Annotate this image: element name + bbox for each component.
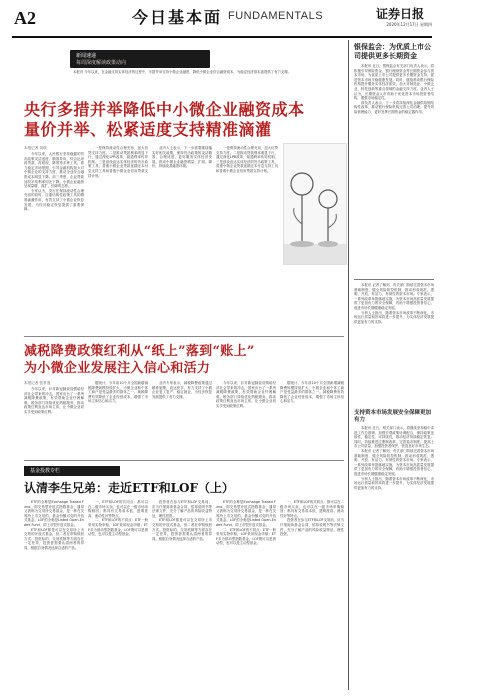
- third-para-4: 二、ETF和LOF的不同点：ETF一般采用实物申赎，LOF采用现金申赎；ETF多为被动型指数基金，LOF既可以是被动型，也可以是主动型基金。: [88, 518, 148, 537]
- header-rule: [12, 36, 432, 38]
- second-para-1b: 今年以来，针对新冠肺炎疫情给经济社会带来的冲击，国家出台了一系列减税降费政策，有效帮助企业纾困解难。税务部门持续优化纳税服务，推动政策红利直达市场主体，让小微企业切实享受到政策红利。: [216, 381, 276, 408]
- lead-column-2: [88, 146, 148, 332]
- second-byline: 本报记者 张芗逸: [24, 381, 51, 385]
- third-para-4c: 二、ETF和LOF的不同点：ETF一般采用实物申赎，LOF采用现金申赎；ETF多为被动型指数基金，LOF既可以是被动型，也可以是主动型基金。: [216, 527, 276, 546]
- third-para-3: 一、ETF和LOF的共同点：都可以在二级市场买卖，也可以在一级市场申购赎回；都具有交易成本低、透明度高、流动性好等特点。: [88, 500, 148, 518]
- second-para-3: 业内专家表示，减税降费政策通过精准施策、直达快享，有力支持了小微企业复工复产、稳定就业，为经济恢复发展提供了有力支撑。: [152, 381, 212, 399]
- third-para-3c: 一、ETF和LOF的共同点：都可以在二级市场买卖，也可以在一级市场申购赎回；都具有交易成本低、透明度高、流动性好等特点。: [280, 500, 344, 518]
- second-headline: [24, 343, 344, 377]
- right-para-2: 该负责人表示，下一步将持续深化金融供给侧结构性改革，推动银行保险机构完善公司治理，提升风险管理能力，更好发挥长期资金的稳定器作用。: [354, 100, 434, 114]
- second-column-3: [152, 381, 212, 455]
- second-para-2: 据统计，今年前10个月全国新增减税降费规模持续扩大，小微企业和个体工商户是受益最多的群体之一。减税降费有效降低了企业经营成本，增强了市场主体信心和活力。: [88, 381, 148, 404]
- right-body-3: [354, 426, 434, 692]
- second-column-4: [216, 381, 276, 455]
- third-headline: 认清李生兄弟：走近ETF和LOF（上）: [24, 481, 235, 495]
- third-column-1: [24, 500, 84, 692]
- right-headline-2: 支持资本市场发展安全保障更加有力: [354, 410, 432, 423]
- right-headline-1: 银保监会：为优质上市公司提供更多长期资金: [354, 42, 431, 60]
- news-banner: [70, 50, 210, 68]
- third-para-1c: ETF的全称是Exchange Traded Fund，即交易型开放式指数基金，通常又被称为交易所交易基金，是一种在交易所上市交易的、基金份额可变的开放式基金。LOF的全称是Listed Open-Ended Fund，即上市型开放式基金。: [216, 500, 276, 527]
- right-para-5b: 分析人士指出，随着资本市场改革不断深化，市场运行质量和效率将进一步提升，为实体经济发展提供更加有力的支持。: [354, 476, 434, 490]
- masthead: [0, 0, 484, 38]
- lead-para-2b: 一是保持流动性合理充裕，加大信贷支持力度。二是推动贷款利率明显下行，通过深化LPR改革，疏通利率传导机制。三是创设直达实体经济的货币政策工具，普惠小微企业贷款延期还本付息支持工具和普惠小微企业信用贷款支持计划。: [216, 146, 278, 173]
- third-para-5c: 投资者在参与ETF和LOF交易前，应当仔细阅读基金合同、招募说明书等法律文件，充分了解产品的风险收益特征，理性投资。: [280, 518, 344, 537]
- third-para-1: ETF的全称是Exchange Traded Fund，即交易型开放式指数基金，通常又被称为交易所交易基金，是一种在交易所上市交易的、基金份额可变的开放式基金。LOF的全称是Listed Open-Ended Fund，即上市型开放式基金。: [24, 500, 84, 527]
- lead-intro: [66, 70, 341, 88]
- lead-headline-line2: 量价并举、松紧适度支持精准滴灌: [24, 120, 272, 139]
- section-title: 今日基本面: [132, 8, 223, 27]
- second-headline-line2: 为小微企业发展注入信心和活力: [24, 361, 211, 376]
- lead-byline: 本报记者 刘琪: [24, 146, 47, 150]
- column-tag: 基金投教专栏: [24, 466, 120, 476]
- right-para-3: 本报讯 记者了解到，有关部门持续完善资本市场基础制度，健全风险防控机制，推动形成规范、透明、开放、有活力、有韧性的资本市场。专家表示，一系列改革举措落地实施，为资本市场高质量发展提供了更加有力的安全保障，有助于增强投资者信心，促进市场长期健康稳定发展。: [354, 283, 434, 310]
- second-column-1: [24, 387, 84, 455]
- lead-intro-text: 本报讯 今年以来，在金融支持实体经济的过程中，多措并举支持小微企业融资，降低小微企业综合融资成本，为稳定经济基本盘提供了有力支撑。: [73, 70, 292, 74]
- third-column-2: [88, 500, 148, 692]
- section-rule-2: [24, 460, 344, 461]
- column-divider: [348, 40, 349, 690]
- second-headline-line1: 减税降费政策红利从“纸上”落到“账上”: [24, 344, 255, 359]
- right-body-1: [354, 64, 434, 276]
- second-column-2: [88, 381, 148, 455]
- section-rule-1: [24, 336, 344, 337]
- second-para-1: 今年以来，针对新冠肺炎疫情给经济社会带来的冲击，国家出台了一系列减税降费政策，有效帮助企业纾困解难。税务部门持续优化纳税服务，推动政策红利直达市场主体，让小微企业切实享受到政策红利。: [24, 387, 84, 414]
- third-para-2: ETF和LOF都是可以在交易所上市交易的开放式基金，但二者在申购赎回方式、投资标的、交易机制等方面存在一定差异，投资者需要认清两者的异同，根据自身情况选择合适的产品。: [24, 527, 84, 550]
- lead-illustration: [283, 143, 347, 265]
- plant-coin-illustration-icon: [284, 144, 346, 264]
- right-para-3b: 本报讯 记者了解到，有关部门持续完善资本市场基础制度，健全风险防控机制，推动形成规范、透明、开放、有活力、有韧性的资本市场。专家表示，一系列改革举措落地实施，为资本市场高质量发展提供了更加有力的安全保障，有助于增强投资者信心，促进市场长期健康稳定发展。: [354, 448, 434, 476]
- second-para-2b: 据统计，今年前10个月全国新增减税降费规模持续扩大，小微企业和个体工商户是受益最多的群体之一。减税降费有效降低了企业经营成本，增强了市场主体信心和活力。: [280, 381, 344, 404]
- right-body-2: [354, 283, 434, 408]
- lead-headline-line1: 央行多措并举降低中小微企业融资成本: [24, 100, 305, 119]
- right-para-4: 本报讯 近日，相关部门表示，将继续坚持稳中求进工作总基调，加强宏观政策协调配合，保持政策连续性、稳定性、可持续性，推动经济持续稳定恢复。同时，持续推进注册制改革，完善退市制度，提高上市公司质量，加强投资者保护，营造良好市场生态。: [354, 426, 434, 449]
- lead-column-1: [24, 152, 84, 332]
- third-para-2c: ETF和LOF都是可以在交易所上市交易的开放式基金，但二者在申购赎回方式、投资标的、交易机制等方面存在一定差异，投资者需要认清两者的异同，根据自身情况选择合适的产品。: [152, 518, 212, 541]
- lead-headline: [24, 100, 344, 140]
- right-para-5: 分析人士指出，随着资本市场改革不断深化，市场运行质量和效率将进一步提升，为实体经济发展提供更加有力的支持。: [354, 310, 434, 324]
- issue-date: 2020年12月17日 星期四: [386, 22, 432, 27]
- third-column-5: [280, 500, 344, 692]
- lead-para-4: 专家认为，央行在保持流动性合理充裕的同时，注重结构性政策工具的精准滴灌作用，有效支持了小微企业恢复发展，为经济稳定恢复提供了重要保障。: [24, 188, 84, 212]
- third-column-3: [152, 500, 212, 692]
- banner-line1: 新闻速递: [76, 53, 97, 59]
- newspaper-logo: 证券日报: [375, 7, 424, 21]
- third-column-4: [216, 500, 276, 692]
- lead-para-1: 今年以来，人民银行坚持稳健的货币政策灵活适度、精准导向，综合运用再贷款、再贴现、降准等多种工具，着力稳定市场预期，引导金融机构加大对小微企业的支持力度，推动企业综合融资成本明显下降。前三季度，企业贷款加权平均利率同比下降，小微企业融资呈现量增、面扩、价降的态势。: [24, 152, 84, 189]
- right-rule-1: [354, 279, 434, 280]
- second-column-5: [280, 381, 344, 455]
- section-title-en: FUNDAMENTALS: [228, 10, 324, 22]
- third-para-5: 投资者在参与ETF和LOF交易前，应当仔细阅读基金合同、招募说明书等法律文件，充分了解产品的风险收益特征，理性投资。: [152, 500, 212, 518]
- page-code: A2: [14, 8, 36, 28]
- lead-para-3: 业内人士表示，下一步需要继续落实好相关政策，保持货币政策的灵活精准、合理适度，更好服务实体经济发展，推动小微企业融资增量、扩面、降价，持续改善融资环境。: [152, 146, 212, 169]
- lead-column-3: [152, 146, 212, 332]
- right-para-1: 本报讯 近日，银保监会有关部门负责人表示，将积极引导保险资金、银行理财资金等长期资金参与资本市场，为优质上市公司提供更多长期资金支持，促进资本市场平稳健康发展。同时，继续推动银行保险机构提升服务实体经济质效，加大对制造业、小微企业、科技创新等重点领域的金融支持力度。业内人士认为，长期资金入市有助于优化资本市场投资者结构，增强市场稳定性。: [354, 64, 434, 101]
- lead-para-2: 一是保持流动性合理充裕，加大信贷支持力度。二是推动贷款利率明显下行，通过深化LPR改革，疏通利率传导机制。三是创设直达实体经济的货币政策工具，普惠小微企业贷款延期还本付息支持工具和普惠小微企业信用贷款支持计划。: [88, 146, 148, 178]
- banner-line2: 每周深度解读政策动向: [76, 60, 127, 66]
- lead-column-4: [216, 146, 278, 332]
